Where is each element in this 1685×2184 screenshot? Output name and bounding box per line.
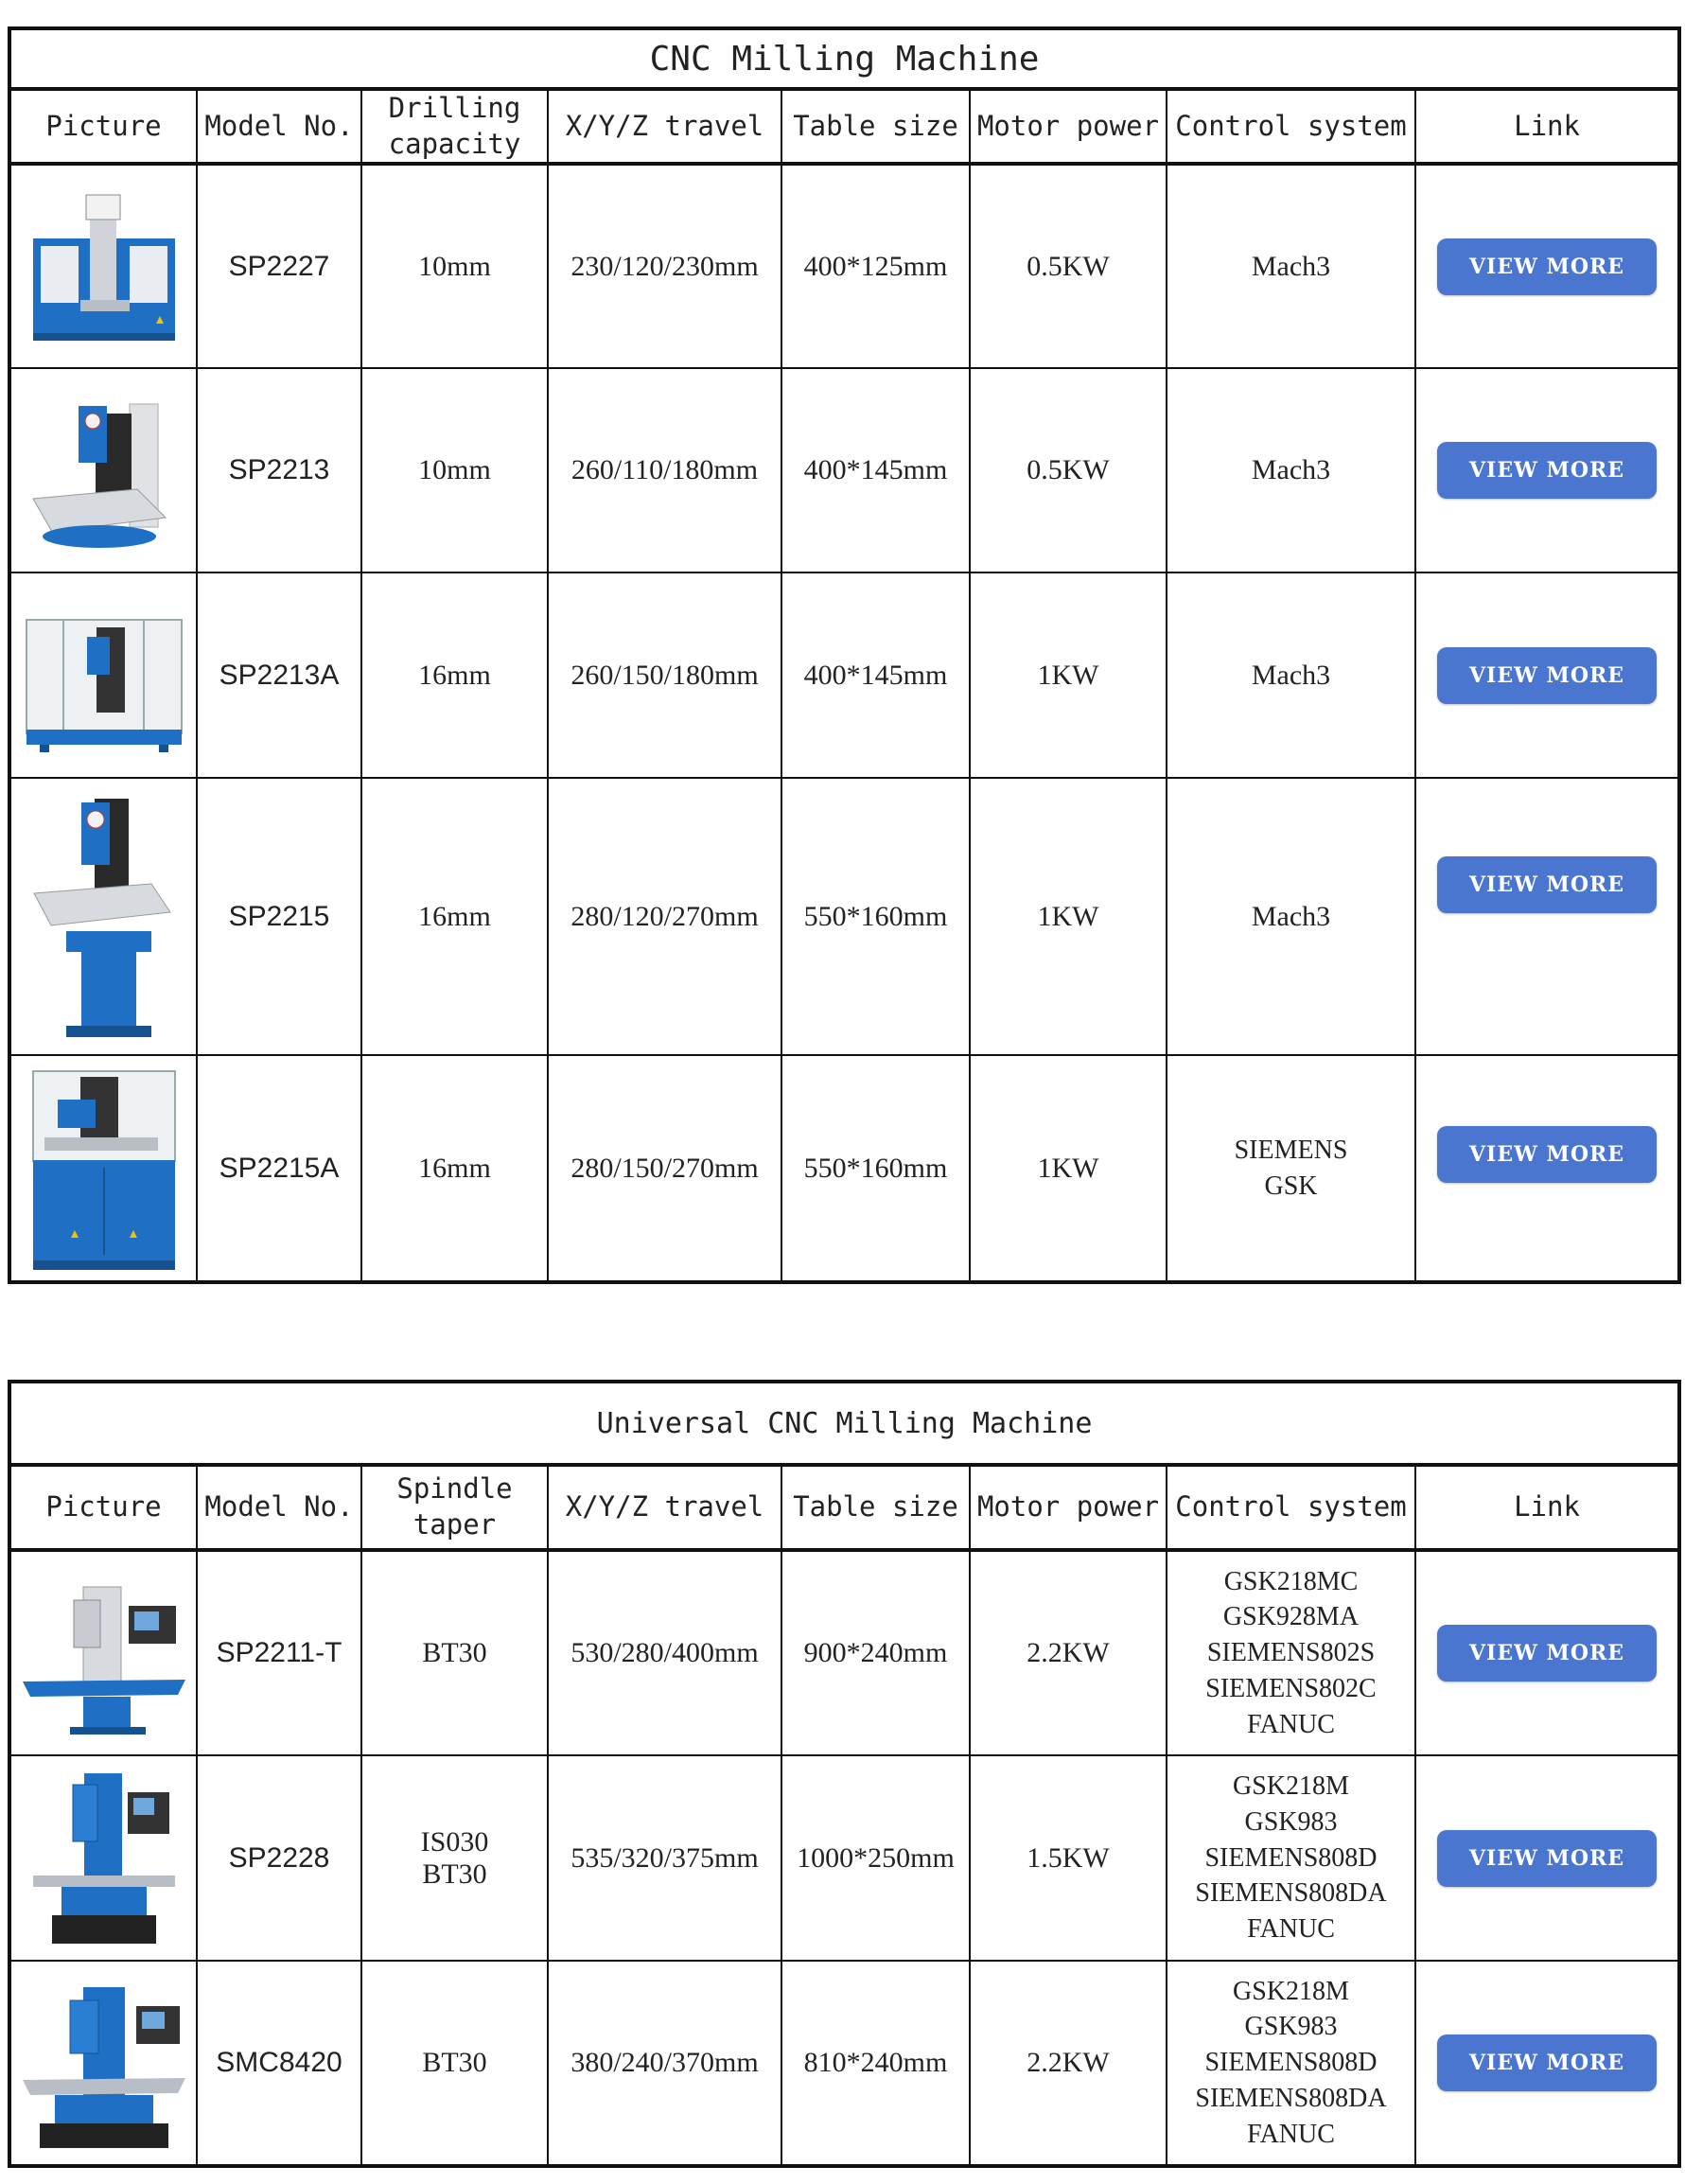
control-system-item: GSK218M (1233, 1771, 1349, 1801)
header-travel: X/Y/Z travel (548, 89, 781, 164)
picture-cell (9, 1961, 197, 2166)
table-size-cell: 550*160mm (781, 1055, 970, 1282)
link-cell (1415, 572, 1679, 778)
table-row (9, 1755, 1679, 1961)
motor-power-cell: 0.5KW (970, 164, 1167, 368)
header-picture: Picture (9, 89, 197, 164)
model-cell: SP2215A (197, 1055, 361, 1282)
taper-item: BT30 (422, 1858, 487, 1890)
view-more-button[interactable]: VIEW MORE (1437, 1126, 1657, 1183)
control-system-item: SIEMENS (1234, 1136, 1348, 1166)
view-more-button[interactable]: VIEW MORE (1437, 1830, 1657, 1887)
motor-power-cell: 2.2KW (970, 1550, 1167, 1755)
link-cell (1415, 1755, 1679, 1961)
control-system-item: SIEMENS808D (1204, 2048, 1378, 2078)
header-row (9, 1465, 1679, 1550)
travel-cell: 230/120/230mm (548, 164, 781, 368)
header-picture: Picture (9, 1465, 197, 1550)
control-system-item: Mach3 (1251, 900, 1331, 932)
control-system-item: GSK218M (1233, 1976, 1349, 2006)
table-size-cell: 400*125mm (781, 164, 970, 368)
taper-item: BT30 (422, 2047, 487, 2078)
picture-cell (9, 778, 197, 1055)
travel-cell: 260/150/180mm (548, 572, 781, 778)
table-size-cell: 400*145mm (781, 572, 970, 778)
travel-cell: 280/150/270mm (548, 1055, 781, 1282)
control-system-cell (1167, 368, 1415, 572)
table-row (9, 1550, 1679, 1755)
model-cell: SP2215 (197, 778, 361, 1055)
link-cell (1415, 778, 1679, 1055)
capacity-cell: 16mm (361, 778, 548, 1055)
milling-machine-photo (17, 1968, 191, 2158)
milling-machine-photo (28, 789, 180, 1045)
table-row (9, 1961, 1679, 2166)
control-system-item: GSK218MC (1223, 1566, 1359, 1596)
control-system-item: GSK928MA (1222, 1602, 1360, 1632)
motor-power-cell: 2.2KW (970, 1961, 1167, 2166)
table-title: Universal CNC Milling Machine (9, 1382, 1679, 1465)
header-table-size: Table size (781, 89, 970, 164)
table-row (9, 164, 1679, 368)
milling-machine-photo (17, 1568, 191, 1738)
motor-power-cell: 1.5KW (970, 1755, 1167, 1961)
control-system-item: Mach3 (1251, 250, 1331, 282)
model-cell: SP2211-T (197, 1550, 361, 1755)
motor-power-cell: 0.5KW (970, 368, 1167, 572)
capacity-cell: 10mm (361, 368, 548, 572)
control-system-cell (1167, 1755, 1415, 1961)
milling-machine-photo (24, 182, 184, 352)
link-cell (1415, 164, 1679, 368)
link-cell (1415, 1055, 1679, 1282)
motor-power-cell: 1KW (970, 778, 1167, 1055)
picture-cell (9, 164, 197, 368)
taper-item: IS030 (420, 1825, 489, 1858)
table-size-cell: 900*240mm (781, 1550, 970, 1755)
control-system-cell (1167, 1961, 1415, 2166)
picture-cell (9, 1550, 197, 1755)
header-drilling-capacity: Drilling capacity (361, 89, 548, 164)
taper-cell (361, 1550, 548, 1755)
link-cell (1415, 368, 1679, 572)
view-more-button[interactable]: VIEW MORE (1437, 856, 1657, 913)
header-table-size: Table size (781, 1465, 970, 1550)
control-system-cell (1167, 572, 1415, 778)
header-control-system: Control system (1167, 1465, 1415, 1550)
table-size-cell: 1000*250mm (781, 1755, 970, 1961)
capacity-cell: 16mm (361, 572, 548, 778)
travel-cell: 535/320/375mm (548, 1755, 781, 1961)
control-system-item: SIEMENS808DA (1195, 2083, 1387, 2113)
model-cell: SP2213A (197, 572, 361, 778)
table-row (9, 368, 1679, 572)
table-title: CNC Milling Machine (9, 28, 1679, 89)
header-spindle-taper: Spindle taper (361, 1465, 548, 1550)
model-cell: SP2227 (197, 164, 361, 368)
taper-cell (361, 1961, 548, 2166)
control-system-item: SIEMENS808DA (1195, 1878, 1387, 1909)
link-cell (1415, 1961, 1679, 2166)
cnc-milling-machine-table (8, 26, 1681, 1284)
capacity-cell: 16mm (361, 1055, 548, 1282)
table-row (9, 1055, 1679, 1282)
control-system-cell (1167, 1055, 1415, 1282)
control-system-cell (1167, 778, 1415, 1055)
header-link: Link (1415, 1465, 1679, 1550)
control-system-item: Mach3 (1251, 659, 1331, 691)
header-model: Model No. (197, 1465, 361, 1550)
table-size-cell: 400*145mm (781, 368, 970, 572)
header-model: Model No. (197, 89, 361, 164)
control-system-item: GSK983 (1244, 2012, 1338, 2042)
travel-cell: 380/240/370mm (548, 1961, 781, 2166)
picture-cell (9, 1755, 197, 1961)
universal-cnc-milling-machine-table (8, 1380, 1681, 2168)
capacity-cell: 10mm (361, 164, 548, 368)
header-control-system: Control system (1167, 89, 1415, 164)
header-row (9, 89, 1679, 164)
header-motor-power: Motor power (970, 1465, 1167, 1550)
control-system-item: Mach3 (1251, 454, 1331, 486)
travel-cell: 530/280/400mm (548, 1550, 781, 1755)
control-system-item: SIEMENS808D (1204, 1842, 1378, 1873)
control-system-item: GSK (1264, 1171, 1318, 1201)
control-system-item: SIEMENS802S (1206, 1638, 1376, 1668)
table-row (9, 778, 1679, 1055)
model-cell: SP2228 (197, 1755, 361, 1961)
header-travel: X/Y/Z travel (548, 1465, 781, 1550)
view-more-button[interactable]: VIEW MORE (1437, 238, 1657, 295)
view-more-button[interactable]: VIEW MORE (1437, 2034, 1657, 2091)
control-system-item: FANUC (1247, 2119, 1335, 2149)
milling-machine-photo (24, 1062, 184, 1276)
picture-cell (9, 1055, 197, 1282)
view-more-button[interactable]: VIEW MORE (1437, 1625, 1657, 1682)
control-system-item: SIEMENS802C (1205, 1673, 1377, 1703)
control-system-cell (1167, 164, 1415, 368)
header-motor-power: Motor power (970, 89, 1167, 164)
control-system-item: FANUC (1247, 1709, 1335, 1739)
header-link: Link (1415, 89, 1679, 164)
milling-machine-photo (24, 1764, 184, 1953)
travel-cell: 280/120/270mm (548, 778, 781, 1055)
table-size-cell: 810*240mm (781, 1961, 970, 2166)
control-system-cell (1167, 1550, 1415, 1755)
picture-cell (9, 572, 197, 778)
view-more-button[interactable]: VIEW MORE (1437, 647, 1657, 704)
table-size-cell: 550*160mm (781, 778, 970, 1055)
control-system-item: FANUC (1247, 1914, 1335, 1945)
model-cell: SMC8420 (197, 1961, 361, 2166)
milling-machine-photo (21, 595, 187, 756)
travel-cell: 260/110/180mm (548, 368, 781, 572)
table-row (9, 572, 1679, 778)
motor-power-cell: 1KW (970, 572, 1167, 778)
model-cell: SP2213 (197, 368, 361, 572)
picture-cell (9, 368, 197, 572)
taper-cell (361, 1755, 548, 1961)
link-cell (1415, 1550, 1679, 1755)
control-system-item: GSK983 (1244, 1806, 1338, 1837)
view-more-button[interactable]: VIEW MORE (1437, 442, 1657, 499)
milling-machine-photo (24, 385, 184, 555)
motor-power-cell: 1KW (970, 1055, 1167, 1282)
taper-item: BT30 (422, 1637, 487, 1668)
